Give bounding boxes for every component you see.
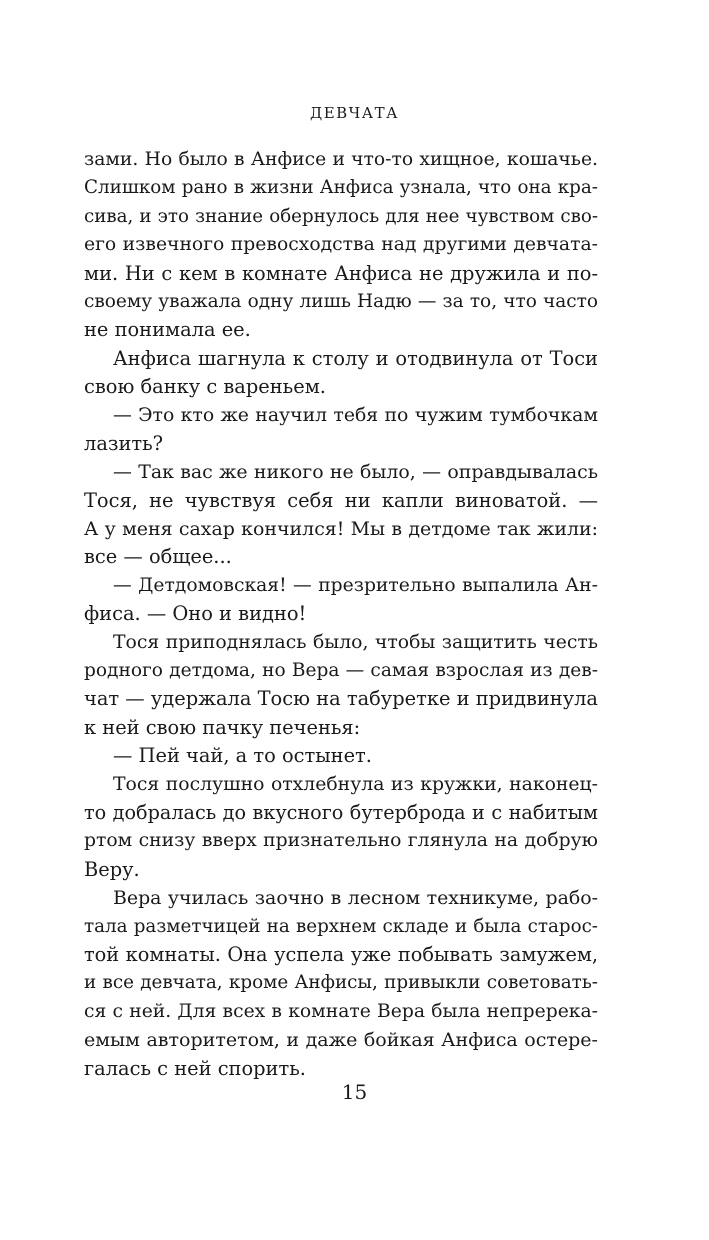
text-line: той комнаты. Она успела уже побывать замужем, [84, 942, 598, 966]
text-line: зами. Но было в Анфисе и что-то хищное, кошачье. [84, 149, 598, 170]
text-line: к ней свою пачку печенья: [84, 715, 361, 739]
text-line: Анфиса шагнула к столу и отодвинула от Тоси [113, 346, 598, 370]
text-line: емым авторитетом, и даже бойкая Анфиса остере- [84, 1029, 598, 1052]
text-line: Тося, не чувствуя себя ни капли виноватой. — [84, 488, 598, 512]
text-line: ми. Ни с кем в комнате Анфиса не дружила и по- [84, 261, 598, 285]
text-line: ртом снизу вверх признательно глянула на добрую [84, 830, 598, 852]
text-line: его извечного превосходства над другими девчата- [84, 234, 598, 256]
text-line: Тося приподнялась было, чтобы защитить честь [113, 631, 598, 653]
text-line: ся с ней. Для всех в комнате Вера была непререка- [84, 1000, 598, 1022]
text-line: А у меня сахар кончился! Мы в детдоме так жили: [84, 518, 598, 541]
text-line: то добралась до вкусного бутерброда и с набитым [84, 800, 598, 824]
text-line: — Это кто же научил тебя по чужим тумбочкам [113, 404, 598, 426]
text-line: — Пей чай, а то остынет. [113, 744, 372, 768]
text-line: родного детдома, но Вера — самая взрослая из дев- [84, 660, 598, 682]
text-line: и все девчата, кроме Анфисы, привыкли советовать- [84, 972, 598, 994]
text-line: тала разметчицей на верхнем складе и была старос- [84, 915, 598, 937]
running-head: ДЕВЧАТА [310, 104, 399, 122]
page-number: 15 [341, 1080, 368, 1104]
text-line: Тося послушно отхлебнула из кружки, наконец- [113, 773, 598, 795]
text-line: своему уважала одну лишь Надю — за то, что часто [84, 290, 598, 312]
text-line: лазить? [84, 431, 164, 455]
body-text [84, 146, 598, 1083]
text-line: Вера училась заочно в лесном техникуме, рабо- [113, 887, 598, 910]
text-line: — Детдомовская! — презрительно выпалила Ан- [113, 574, 598, 596]
text-line: Слишком рано в жизни Анфиса узнала, что она кра- [84, 177, 598, 199]
text-line: чат — удержала Тосю на табуретке и придвинула [84, 687, 598, 711]
text-line: свою банку с вареньем. [84, 375, 326, 399]
text-line: — Так вас же никого не было, — оправдывалась [113, 461, 598, 484]
text-line: сива, и это знание обернулось для нее чувством сво- [84, 205, 598, 227]
text-line: Веру. [84, 857, 140, 881]
text-line: не понимала ее. [84, 318, 251, 342]
text-line: фиса. — Оно и видно! [84, 602, 307, 626]
text-line: галась с ней спорить. [84, 1056, 306, 1080]
text-line: все — общее... [84, 545, 232, 569]
